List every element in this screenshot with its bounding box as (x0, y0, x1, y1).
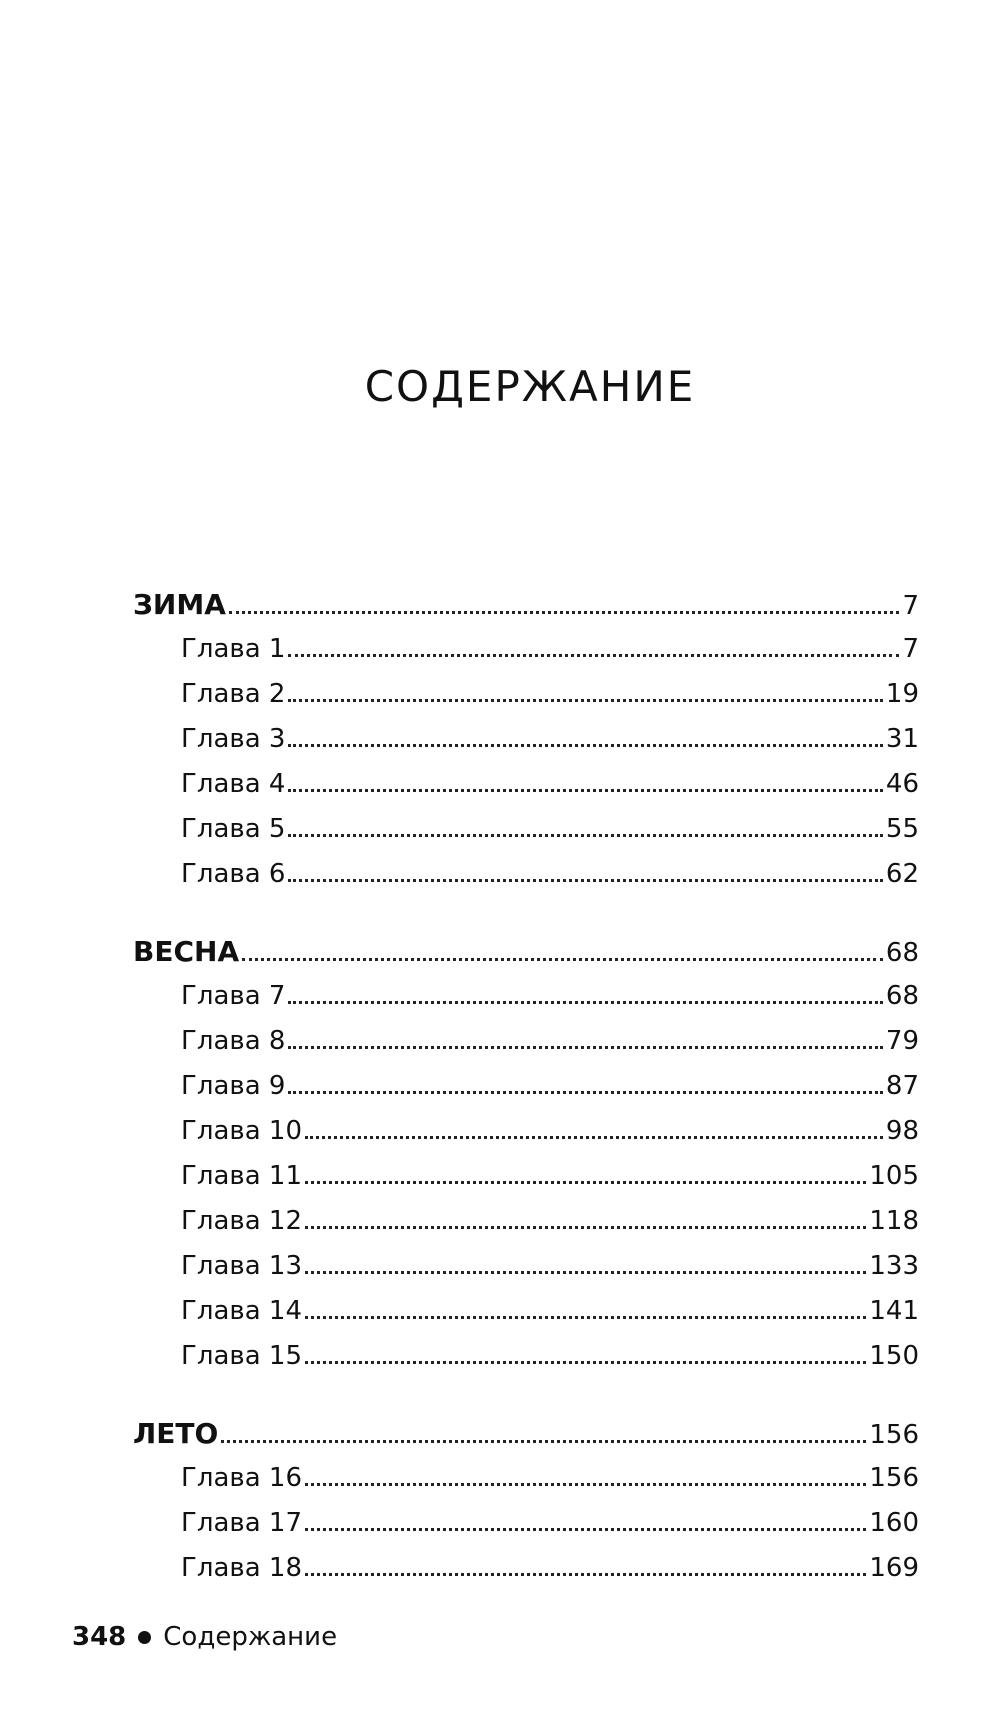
dot-leader (305, 1573, 866, 1576)
dot-leader (305, 1483, 866, 1486)
chapter-title: Глава 8 (181, 1026, 286, 1056)
page-number: 68 (885, 938, 919, 968)
toc-part-entry (133, 929, 919, 974)
toc-chapter-entry (133, 1456, 919, 1501)
page-number: 87 (885, 1071, 919, 1101)
page-number: 98 (885, 1116, 919, 1146)
page-number: 31 (885, 724, 919, 754)
chapter-title: Глава 17 (181, 1508, 303, 1538)
page-number: 55 (885, 814, 919, 844)
folio-page-number: 348 (72, 1622, 127, 1652)
page-number: 7 (902, 591, 919, 621)
toc-chapter-entry (133, 672, 919, 717)
toc-chapter-entry (133, 852, 919, 897)
toc-part-entry (133, 582, 919, 627)
page-title: СОДЕРЖАНИЕ (364, 362, 696, 411)
chapter-title: Глава 3 (181, 724, 286, 754)
chapter-title: Глава 1 (181, 634, 286, 664)
toc-part-entry (133, 1411, 919, 1456)
page-number: 46 (885, 769, 919, 799)
page-number: 150 (869, 1341, 919, 1371)
toc-chapter-entry (133, 1019, 919, 1064)
dot-leader (305, 1226, 866, 1229)
dot-leader (229, 611, 900, 614)
page-number: 79 (885, 1026, 919, 1056)
page-number: 19 (885, 679, 919, 709)
dot-leader (288, 699, 882, 702)
dot-leader (305, 1316, 866, 1319)
page-number: 156 (869, 1463, 919, 1493)
toc-chapter-entry (133, 627, 919, 672)
dot-leader (221, 1440, 866, 1443)
dot-leader (288, 789, 882, 792)
dot-leader (288, 879, 882, 882)
chapter-title: Глава 14 (181, 1296, 303, 1326)
dot-leader (288, 834, 882, 837)
dot-leader (305, 1271, 866, 1274)
part-title: ВЕСНА (133, 935, 240, 968)
page-number: 156 (869, 1420, 919, 1450)
page-number: 133 (869, 1251, 919, 1281)
dot-leader (288, 1046, 882, 1049)
toc-chapter-entry (133, 717, 919, 762)
dot-leader (305, 1361, 866, 1364)
dot-leader (288, 1091, 882, 1094)
dot-leader (305, 1136, 883, 1139)
page-number: 169 (869, 1553, 919, 1583)
table-of-contents (133, 582, 919, 1623)
toc-chapter-entry (133, 1199, 919, 1244)
toc-chapter-entry (133, 1109, 919, 1154)
dot-leader (288, 1001, 882, 1004)
toc-chapter-entry (133, 807, 919, 852)
toc-chapter-entry (133, 1289, 919, 1334)
chapter-title: Глава 10 (181, 1116, 303, 1146)
dot-leader (305, 1528, 866, 1531)
dot-leader (305, 1181, 866, 1184)
toc-section-winter (133, 582, 919, 897)
toc-chapter-entry (133, 974, 919, 1019)
chapter-title: Глава 11 (181, 1161, 303, 1191)
toc-chapter-entry (133, 1244, 919, 1289)
page-number: 141 (869, 1296, 919, 1326)
part-title: ЗИМА (133, 588, 226, 621)
chapter-title: Глава 4 (181, 769, 286, 799)
chapter-title: Глава 16 (181, 1463, 303, 1493)
toc-chapter-entry (133, 1154, 919, 1199)
chapter-title: Глава 15 (181, 1341, 303, 1371)
dot-leader (242, 958, 883, 961)
toc-chapter-entry (133, 1334, 919, 1379)
bullet-icon (138, 1631, 151, 1644)
toc-chapter-entry (133, 1546, 919, 1591)
chapter-title: Глава 7 (181, 981, 286, 1011)
toc-chapter-entry (133, 1501, 919, 1546)
chapter-title: Глава 13 (181, 1251, 303, 1281)
running-title: Содержание (163, 1622, 338, 1652)
chapter-title: Глава 18 (181, 1553, 303, 1583)
page-number: 160 (869, 1508, 919, 1538)
chapter-title: Глава 2 (181, 679, 286, 709)
page-footer (72, 1622, 337, 1652)
dot-leader (288, 654, 899, 657)
page-number: 7 (902, 634, 919, 664)
page-number: 62 (885, 859, 919, 889)
toc-chapter-entry (133, 1064, 919, 1109)
page-number: 68 (885, 981, 919, 1011)
dot-leader (288, 744, 882, 747)
part-title: ЛЕТО (133, 1417, 219, 1450)
toc-section-spring (133, 929, 919, 1379)
chapter-title: Глава 6 (181, 859, 286, 889)
chapter-title: Глава 5 (181, 814, 286, 844)
toc-chapter-entry (133, 762, 919, 807)
page-number: 105 (869, 1161, 919, 1191)
page-number: 118 (869, 1206, 919, 1236)
chapter-title: Глава 9 (181, 1071, 286, 1101)
chapter-title: Глава 12 (181, 1206, 303, 1236)
toc-section-summer (133, 1411, 919, 1591)
